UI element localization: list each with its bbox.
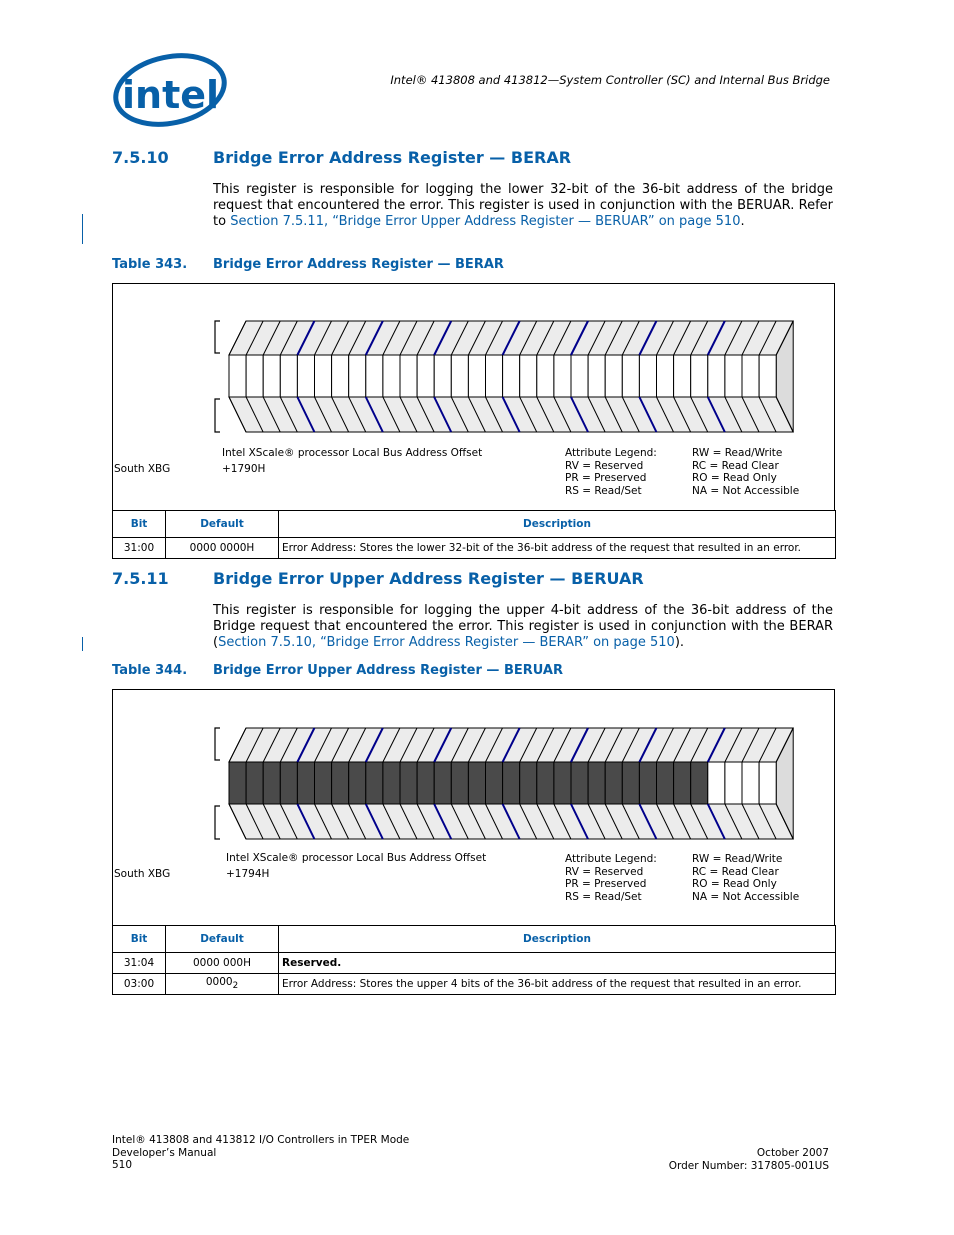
- header-description: Description: [279, 926, 836, 953]
- bit-cell: [366, 355, 383, 397]
- running-header: Intel® 413808 and 413812—System Controller (SC) and Internal Bus Bridge: [390, 73, 830, 87]
- cell-bit: 03:00: [113, 974, 166, 995]
- cell-description: Error Address: Stores the upper 4 bits of the 36-bit address of the request that resulted in an error.: [279, 974, 836, 995]
- bit-cell: [400, 762, 417, 804]
- table-caption-title: Bridge Error Address Register — BERAR: [213, 257, 504, 272]
- bit-cell: [297, 762, 314, 804]
- bit-cell: [451, 355, 468, 397]
- table-row: [113, 974, 836, 995]
- footer-left: Intel® 413808 and 413812 I/O Controllers in TPER Mode Developer’s Manual 510: [112, 1134, 410, 1172]
- table-caption-number: Table 344.: [112, 663, 188, 678]
- section-title: Bridge Error Address Register — BERAR: [213, 148, 572, 167]
- register-table: [112, 925, 836, 995]
- table-header-row: [113, 511, 836, 538]
- bit-cell: [691, 355, 708, 397]
- cell-bit: 31:04: [113, 953, 166, 974]
- cell-default: $0000_2$: [166, 974, 279, 995]
- bit-cell: [503, 762, 520, 804]
- cell-description: Error Address: Stores the lower 32-bit of the 36-bit address of the request that resulted in an error.: [279, 538, 836, 559]
- section-link[interactable]: Section 7.5.11, “Bridge Error Upper Address Register — BERUAR” on page 510: [230, 213, 741, 229]
- svg-text:intel: intel: [122, 73, 220, 117]
- bit-cell: [263, 355, 280, 397]
- bracket-bottom: [215, 399, 220, 432]
- bit-cell: [691, 762, 708, 804]
- section-title: Bridge Error Upper Address Register — BERUAR: [213, 569, 644, 588]
- location: South XBG: [114, 868, 171, 880]
- bit-field-diagram: [212, 725, 802, 843]
- bit-cell: [486, 762, 503, 804]
- change-bar: [82, 214, 83, 244]
- bit-cell: [605, 355, 622, 397]
- bit-cell: [554, 355, 571, 397]
- bit-cell: [229, 762, 246, 804]
- bit-cell: [725, 762, 742, 804]
- bit-cell: [366, 762, 383, 804]
- bit-cell: [349, 355, 366, 397]
- bit-cell: [400, 355, 417, 397]
- bit-cell: [451, 762, 468, 804]
- bit-cell: [349, 762, 366, 804]
- bit-cell: [434, 762, 451, 804]
- bit-cell: [622, 355, 639, 397]
- table-row: [113, 953, 836, 974]
- offset-label: Intel XScale® processor Local Bus Address Offset: [226, 852, 487, 864]
- bit-cell: [537, 355, 554, 397]
- change-bar: [82, 637, 83, 651]
- bit-cell: [468, 355, 485, 397]
- bit-cell: [708, 355, 725, 397]
- bit-cell: [417, 762, 434, 804]
- bit-cell: [332, 762, 349, 804]
- bit-cell: [315, 355, 332, 397]
- bit-cell: [725, 355, 742, 397]
- section-number: 7.5.10: [112, 148, 169, 167]
- table-caption-title: Bridge Error Upper Address Register — BERUAR: [213, 663, 563, 678]
- cell-default: 0000 000H: [166, 953, 279, 974]
- table-row: [113, 538, 836, 559]
- bit-cell: [571, 355, 588, 397]
- cell-bit: 31:00: [113, 538, 166, 559]
- bit-cell: [246, 762, 263, 804]
- bit-cell: [246, 355, 263, 397]
- table-header-row: [113, 926, 836, 953]
- header-bit: Bit: [113, 926, 166, 953]
- bit-cell: [229, 355, 246, 397]
- bit-cell: [605, 762, 622, 804]
- bracket-top: [215, 728, 220, 760]
- bit-cell: [520, 355, 537, 397]
- bit-cell: [588, 355, 605, 397]
- bit-cell: [383, 762, 400, 804]
- cell-description: Reserved.: [279, 953, 836, 974]
- bit-cell: [622, 762, 639, 804]
- bit-field-diagram: [212, 318, 802, 436]
- offset-value: +1794H: [226, 868, 270, 880]
- bit-cell: [417, 355, 434, 397]
- bit-cell: [639, 355, 656, 397]
- bit-cell: [280, 355, 297, 397]
- bit-cell: [674, 762, 691, 804]
- bit-cell: [657, 762, 674, 804]
- bracket-top: [215, 321, 220, 353]
- header-default: Default: [166, 511, 279, 538]
- offset-label: Intel XScale® processor Local Bus Address Offset: [222, 447, 483, 459]
- bit-cell: [263, 762, 280, 804]
- bit-cell: [332, 355, 349, 397]
- bit-cell: [657, 355, 674, 397]
- offset-value: +1790H: [222, 463, 266, 475]
- attribute-legend-2: RW = Read/Write RC = Read Clear RO = Read Only NA = Not Accessible: [692, 447, 800, 497]
- bit-cell: [434, 355, 451, 397]
- bit-cell: [639, 762, 656, 804]
- register-table: [112, 510, 836, 559]
- location: South XBG: [114, 463, 171, 475]
- attribute-legend: Attribute Legend: RV = Reserved PR = Preserved RS = Read/Set: [565, 853, 657, 903]
- bit-cell: [280, 762, 297, 804]
- bit-cell: [742, 355, 759, 397]
- intel-logo: [108, 50, 228, 130]
- section-number: 7.5.11: [112, 569, 169, 588]
- bit-cell: [486, 355, 503, 397]
- header-default: Default: [166, 926, 279, 953]
- bit-cell: [554, 762, 571, 804]
- bit-cell: [315, 762, 332, 804]
- bit-cell: [468, 762, 485, 804]
- bracket-bottom: [215, 806, 220, 839]
- bit-cell: [383, 355, 400, 397]
- table-caption-number: Table 343.: [112, 257, 188, 272]
- header-bit: Bit: [113, 511, 166, 538]
- section-paragraph: This register is responsible for logging the upper 4-bit address of the 36-bit address of the Bridge request that encountered the error. This register is used in conjunction with the BERAR (Section 7.5.10, “Bridge Error Address Register — BERAR” on page 510).: [213, 603, 833, 650]
- header-description: Description: [279, 511, 836, 538]
- bit-cell: [742, 762, 759, 804]
- bit-cell: [759, 355, 776, 397]
- attribute-legend: Attribute Legend: RV = Reserved PR = Preserved RS = Read/Set: [565, 447, 657, 497]
- section-paragraph: This register is responsible for logging the lower 32-bit of the 36-bit address of the bridge request that encountered the error. This register is used in conjunction with the BERUAR. Refer to Section 7.5.11, “Bridge Error Upper Address Register — BERUAR” on page 510.: [213, 182, 833, 229]
- attribute-legend-2: RW = Read/Write RC = Read Clear RO = Read Only NA = Not Accessible: [692, 853, 800, 903]
- bit-cell: [571, 762, 588, 804]
- bit-cell: [520, 762, 537, 804]
- footer-right: October 2007 Order Number: 317805-001US: [668, 1147, 829, 1172]
- bit-cell: [503, 355, 520, 397]
- bit-cell: [537, 762, 554, 804]
- section-link[interactable]: Section 7.5.10, “Bridge Error Address Register — BERAR” on page 510: [218, 634, 675, 650]
- bit-cell: [759, 762, 776, 804]
- bit-cell: [588, 762, 605, 804]
- bit-cell: [708, 762, 725, 804]
- bit-cell: [297, 355, 314, 397]
- cell-default: 0000 0000H: [166, 538, 279, 559]
- bit-cell: [674, 355, 691, 397]
